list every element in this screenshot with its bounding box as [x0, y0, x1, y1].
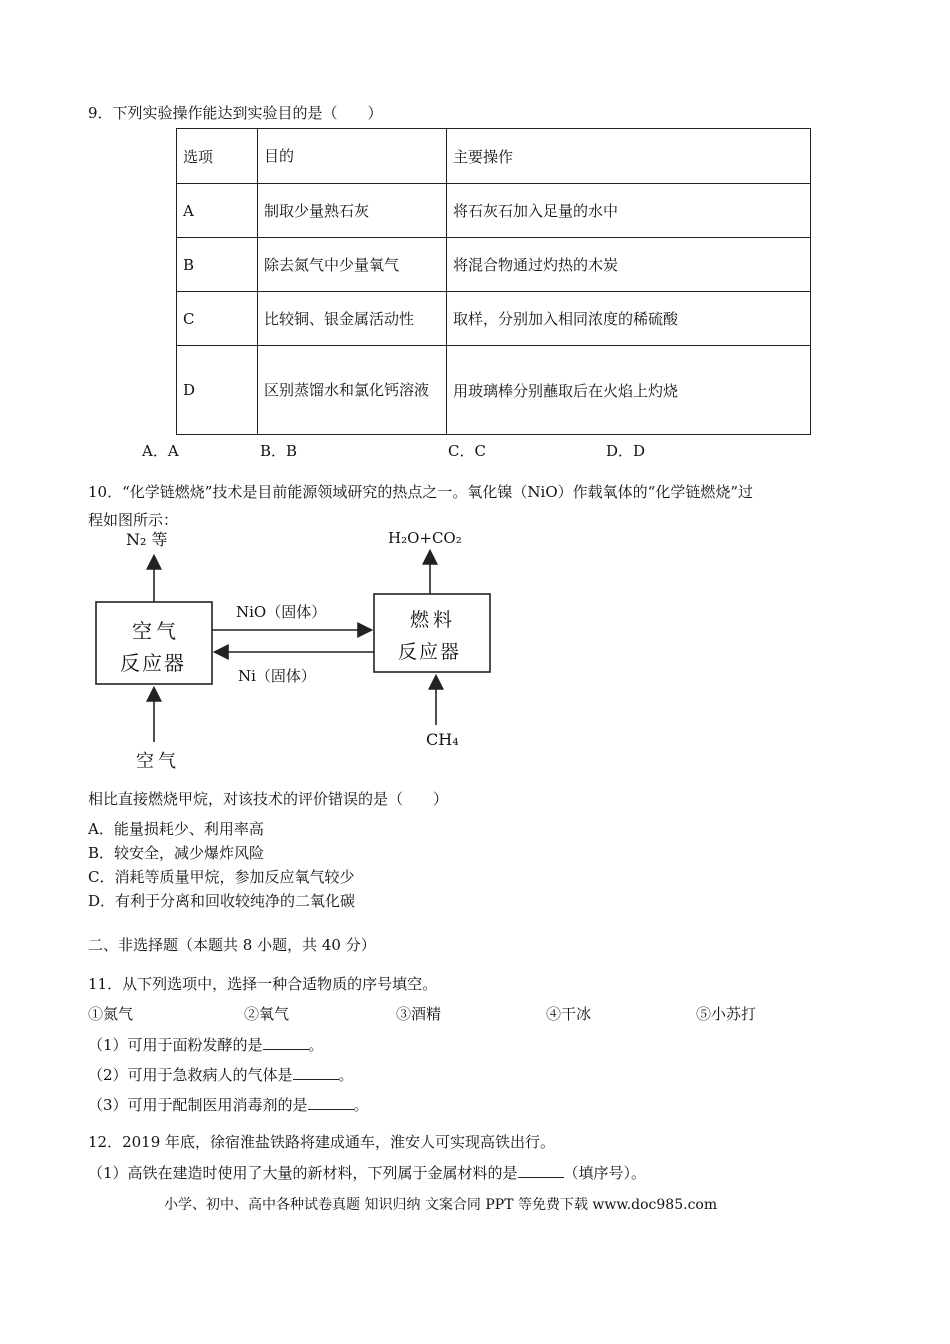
- option-d: D．D: [606, 442, 646, 460]
- answer-blank[interactable]: [308, 1095, 354, 1110]
- table-cell: D: [177, 346, 258, 435]
- table-cell: 除去氮气中少量氧气: [258, 238, 447, 292]
- q10-option-a: A．能量损耗少、利用率高: [88, 820, 264, 838]
- q12-sub1: （1）高铁在建造时使用了大量的新材料，下列属于金属材料的是 （填序号）。: [88, 1164, 647, 1182]
- table-header-row: [177, 129, 811, 184]
- answer-blank[interactable]: [293, 1065, 339, 1080]
- bottom-right-input: CH₄: [426, 730, 459, 749]
- q11-stem: 11．从下列选项中，选择一种合适物质的序号填空。: [88, 975, 438, 993]
- q10-stem-line2: 程如图所示：: [88, 511, 179, 529]
- table-row: [177, 346, 811, 435]
- table-row: [177, 292, 811, 346]
- table-cell: 将混合物通过灼热的木炭: [447, 238, 811, 292]
- table-cell: 取样，分别加入相同浓度的稀硫酸: [447, 292, 811, 346]
- table-header-cell: 选项: [177, 129, 258, 184]
- option-c: C．C: [448, 442, 486, 460]
- section-title: 二、非选择题（本题共 8 小题，共 40 分）: [88, 936, 376, 954]
- q10-stem-line1: 10．“化学链燃烧”技术是目前能源领域研究的热点之一。氧化镍（NiO）作载氧体的“化学链燃烧”过: [88, 483, 753, 501]
- table-cell: 比较铜、银金属活动性: [258, 292, 447, 346]
- q11-choice-3: ③酒精: [396, 1005, 442, 1023]
- q10-option-c: C．消耗等质量甲烷，参加反应氧气较少: [88, 868, 355, 886]
- arrow-right-label: NiO（固体）: [236, 603, 327, 621]
- q12-stem: 12．2019 年底，徐宿淮盐铁路将建成通车，淮安人可实现高铁出行。: [88, 1133, 556, 1151]
- left-box-line2: 反应器: [120, 651, 186, 675]
- option-b: B．B: [260, 442, 298, 460]
- right-box-line1: 燃料: [410, 609, 457, 631]
- q11-sub2: （2）可用于急救病人的气体是 。: [88, 1066, 354, 1084]
- table-row: [177, 238, 811, 292]
- bottom-left-input: 空气: [136, 751, 180, 772]
- q10-option-d: D．有利于分离和回收较纯净的二氧化碳: [88, 892, 356, 910]
- q9-table: [176, 128, 811, 435]
- q11-sub3: （3）可用于配制医用消毒剂的是 。: [88, 1096, 369, 1114]
- answer-blank[interactable]: [263, 1035, 309, 1050]
- table-cell: 用玻璃棒分别蘸取后在火焰上灼烧: [447, 346, 811, 435]
- table-row: [177, 184, 811, 238]
- table-cell: 区别蒸馏水和氯化钙溶液: [258, 346, 447, 435]
- q9-stem: 9．下列实验操作能达到实验目的是（ ）: [88, 104, 383, 122]
- table-cell: B: [177, 238, 258, 292]
- diagram-top-left-output: N₂ 等: [126, 530, 168, 549]
- table-header-cell: 主要操作: [447, 129, 811, 184]
- diagram-top-right-output: H₂O+CO₂: [388, 529, 462, 547]
- right-box-line2: 反应器: [398, 641, 462, 663]
- table-cell: C: [177, 292, 258, 346]
- table-cell: A: [177, 184, 258, 238]
- q11-choice-1: ①氮气: [88, 1005, 134, 1023]
- arrow-left-label: Ni（固体）: [238, 667, 316, 685]
- table-cell: 制取少量熟石灰: [258, 184, 447, 238]
- q11-sub1: （1）可用于面粉发酵的是 。: [88, 1036, 324, 1054]
- option-a: A．A: [142, 442, 179, 460]
- q11-choice-5: ⑤小苏打: [696, 1005, 757, 1023]
- left-box-line1: 空气: [132, 619, 180, 643]
- table-header-cell: 目的: [258, 129, 447, 184]
- q11-choice-2: ②氧气: [244, 1005, 290, 1023]
- table-cell: 将石灰石加入足量的水中: [447, 184, 811, 238]
- answer-blank[interactable]: [518, 1163, 564, 1178]
- page-footer: 小学、初中、高中各种试卷真题 知识归纳 文案合同 PPT 等免费下载 www.doc985.com: [164, 1197, 718, 1213]
- q10-option-b: B．较安全，减少爆炸风险: [88, 844, 265, 862]
- q10-question: 相比直接燃烧甲烷，对该技术的评价错误的是（ ）: [88, 790, 449, 808]
- q11-choice-4: ④干冰: [546, 1005, 592, 1023]
- chemical-looping-diagram: [88, 527, 508, 772]
